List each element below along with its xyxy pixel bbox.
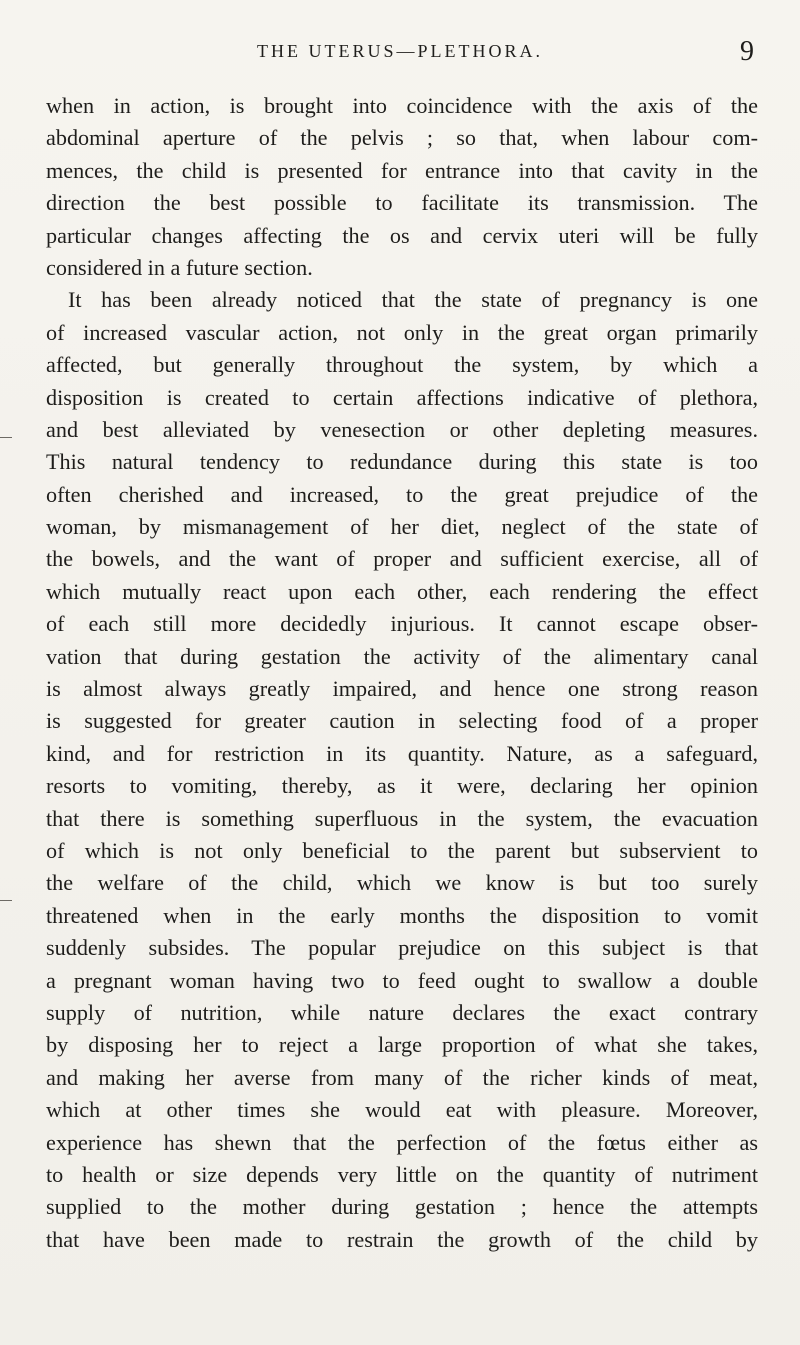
text-line: by disposing her to reject a large proportion of what she takes, — [46, 1032, 758, 1058]
text-line: woman, by mismanagement of her diet, neglect of the state of — [46, 514, 758, 540]
text-line: and best alleviated by venesection or other depleting measures. — [46, 416, 758, 442]
margin-mark — [0, 437, 12, 438]
text-line: to health or size depends very little on the quantity of nutriment — [46, 1161, 758, 1187]
text-line: is suggested for greater caution in selecting food of a proper — [46, 708, 758, 734]
text-line: of each still more decidedly injurious. It cannot escape obser- — [46, 611, 758, 637]
text-line: direction the best possible to facilitate its transmission. The — [46, 190, 758, 216]
body-text — [46, 90, 758, 1256]
running-title: THE UTERUS—PLETHORA. — [257, 41, 543, 61]
paragraph-2 — [46, 284, 758, 1256]
text-line: considered in a future section. — [46, 254, 313, 280]
text-line: and making her averse from many of the richer kinds of meat, — [46, 1064, 758, 1090]
text-line: resorts to vomiting, thereby, as it were, declaring her opinion — [46, 773, 758, 799]
text-line: abdominal aperture of the pelvis ; so that, when labour com- — [46, 125, 758, 151]
text-line: It has been already noticed that the state of pregnancy is one — [68, 287, 758, 313]
text-line: of increased vascular action, not only in the great organ primarily — [46, 319, 758, 345]
paragraph-1 — [46, 90, 758, 284]
text-line: often cherished and increased, to the great prejudice of the — [46, 481, 758, 507]
text-line: vation that during gestation the activity of the alimentary canal — [46, 643, 758, 669]
text-line: supply of nutrition, while nature declares the exact contrary — [46, 999, 758, 1025]
text-line: disposition is created to certain affections indicative of plethora, — [46, 384, 758, 410]
text-line: a pregnant woman having two to feed ought to swallow a double — [46, 967, 758, 993]
text-line: which at other times she would eat with pleasure. Moreover, — [46, 1097, 758, 1123]
text-line: the welfare of the child, which we know is but too surely — [46, 870, 758, 896]
text-line: mences, the child is presented for entrance into that cavity in the — [46, 157, 758, 183]
text-line: supplied to the mother during gestation ; hence the attempts — [46, 1194, 758, 1220]
text-line: experience has shewn that the perfection of the fœtus either as — [46, 1129, 758, 1155]
text-line: when in action, is brought into coincidence with the axis of the — [46, 93, 758, 118]
text-line: of which is not only beneficial to the parent but subservient to — [46, 837, 758, 863]
text-line: affected, but generally throughout the system, by which a — [46, 352, 758, 378]
text-line: which mutually react upon each other, each rendering the effect — [46, 578, 758, 604]
text-line: is almost always greatly impaired, and hence one strong reason — [46, 676, 758, 702]
running-head — [0, 38, 800, 68]
text-line: the bowels, and the want of proper and sufficient exercise, all of — [46, 546, 758, 572]
text-line: This natural tendency to redundance during this state is too — [46, 449, 758, 475]
text-line: particular changes affecting the os and cervix uteri will be fully — [46, 222, 758, 248]
margin-mark — [0, 900, 12, 901]
text-line: suddenly subsides. The popular prejudice on this subject is that — [46, 935, 758, 961]
page-number: 9 — [740, 36, 754, 67]
text-line: threatened when in the early months the disposition to vomit — [46, 902, 758, 928]
text-line: that there is something superfluous in the system, the evacuation — [46, 805, 758, 831]
text-line: that have been made to restrain the growth of the child by — [46, 1226, 758, 1252]
text-line: kind, and for restriction in its quantity. Nature, as a safeguard, — [46, 740, 758, 766]
